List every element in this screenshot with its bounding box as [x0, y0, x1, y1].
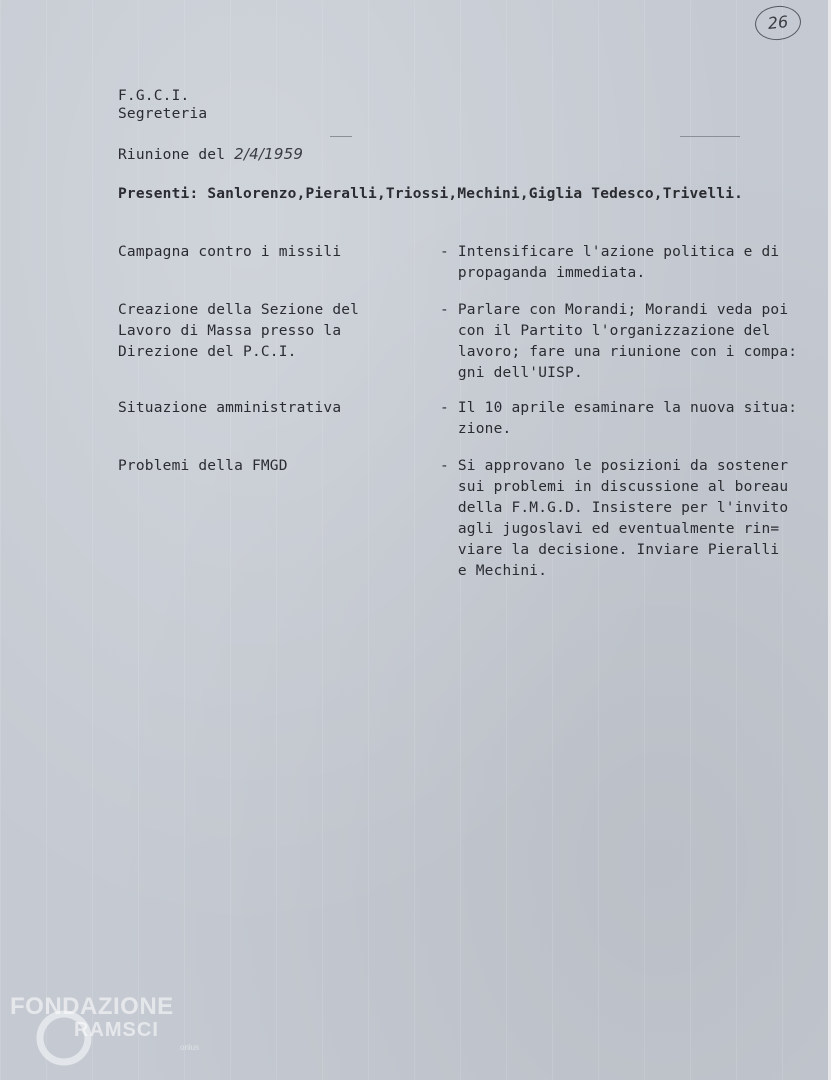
agenda-decision: - Il 10 aprile esaminare la nuova situa: zione.: [440, 400, 798, 437]
org-name: F.G.C.I.: [118, 88, 190, 104]
page-number-stamp: 26: [753, 4, 802, 43]
office-name: Segreteria: [118, 106, 208, 122]
attendees-label: Presenti:: [118, 186, 199, 202]
fondazione-gramsci-logo: [8, 990, 208, 1070]
attendees-line: [118, 184, 743, 205]
meeting-line: [118, 144, 303, 166]
agenda-decision: - Intensificare l'azione politica e di propaganda immediata.: [440, 244, 780, 281]
meeting-label: Riunione del: [118, 147, 226, 163]
agenda-decision: - Si approvano le posizioni da sostener sui problemi in discussione al boreau della F.M.G.D. Insistere per l'invito agli jugoslavi ed eventualmente rin= viare la decisione. Inviare Pieralli e Mechini.: [440, 458, 789, 579]
agenda-topic: Creazione della Sezione del Lavoro di Massa presso la Direzione del P.C.I.: [118, 302, 360, 360]
agenda-topic: Campagna contro i missili: [118, 244, 342, 260]
pencil-mark: [330, 136, 352, 137]
meeting-date: 2/4/1959: [234, 145, 304, 163]
agenda-topic: Problemi della FMGD: [118, 458, 288, 474]
pencil-mark: [680, 136, 740, 137]
agenda-decision: - Parlare con Morandi; Morandi veda poi con il Partito l'organizzazione del lavoro; fare una riunione con i compa: gni dell'UISP.: [440, 302, 798, 381]
logo-line2: RAMSCI: [74, 1019, 159, 1041]
logo-line1: FONDAZIONE: [10, 993, 174, 1020]
attendees-names: Sanlorenzo,Pieralli,Triossi,Mechini,Giglia Tedesco,Trivelli.: [207, 186, 744, 202]
logo-suffix: onlus: [180, 1043, 200, 1052]
agenda-topic: Situazione amministrativa: [118, 400, 342, 416]
